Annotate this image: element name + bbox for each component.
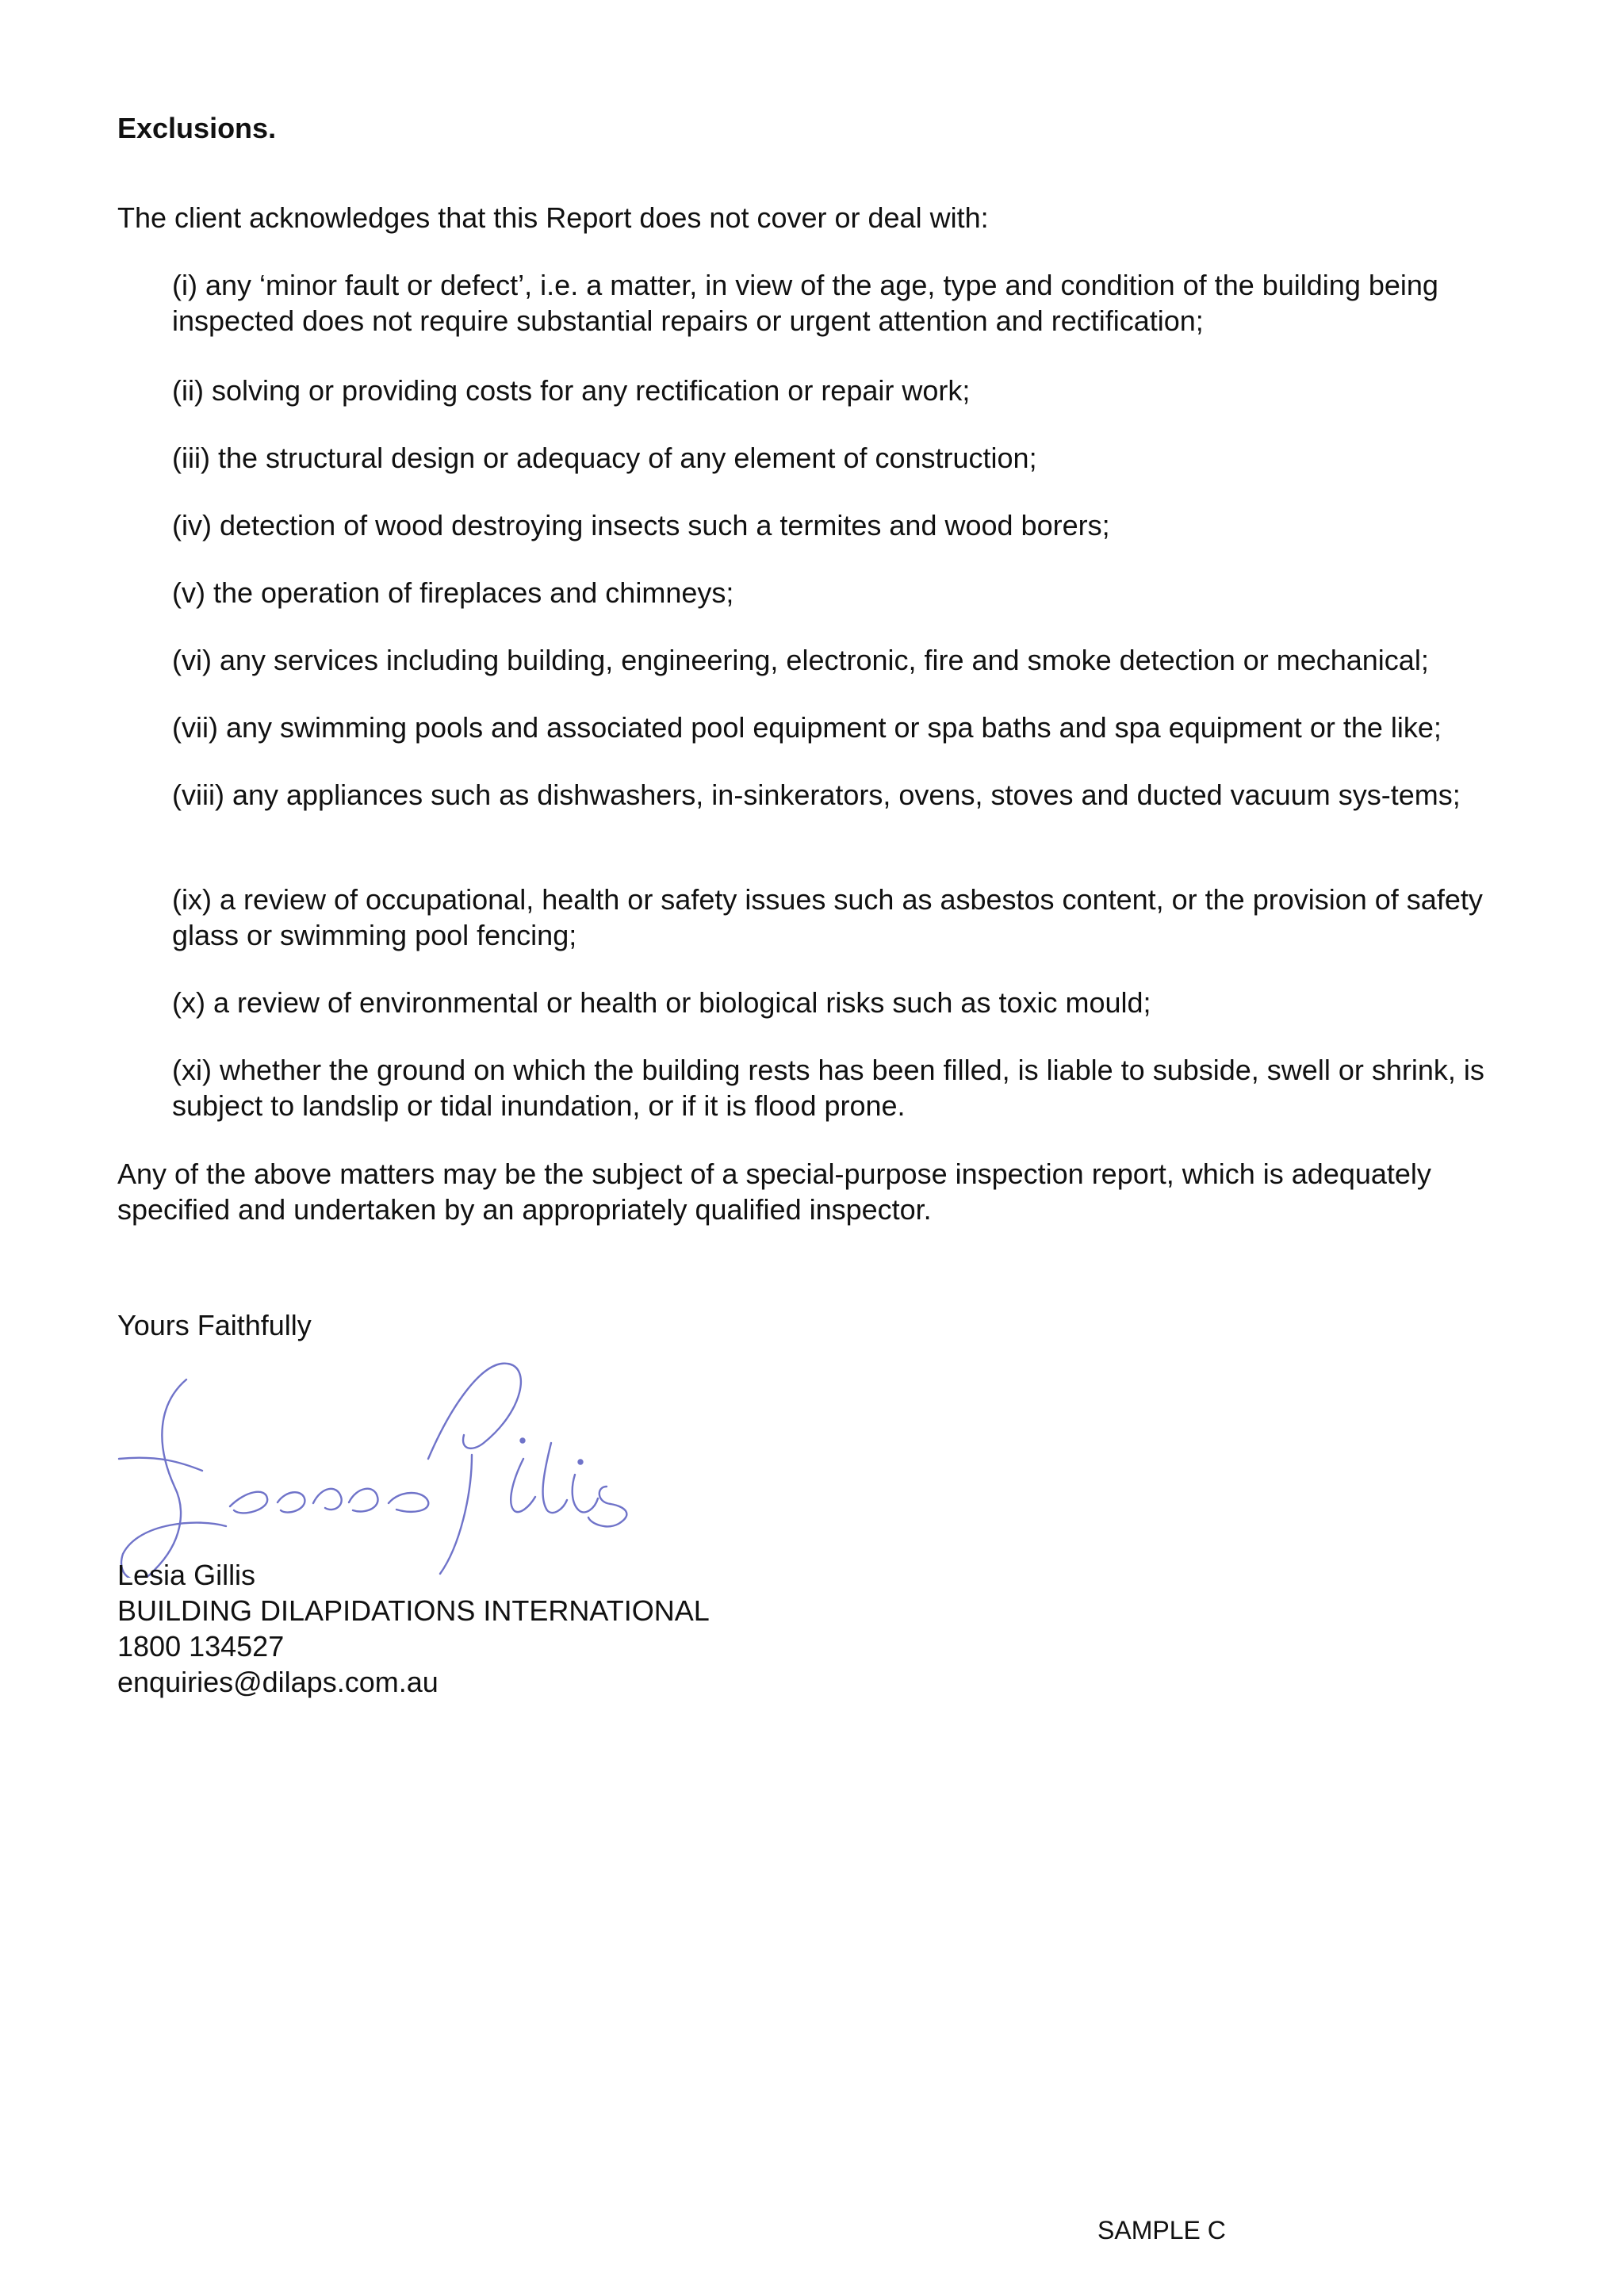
intro-text: The client acknowledges that this Report does not cover or deal with: [117,201,989,234]
exclusion-item-9: (ix) a review of occupational, health or safety issues such as asbestos content, or the provision of safety glass or swimming pool fencing; [172,883,1483,951]
exclusion-item-6: (vi) any services including building, engineering, electronic, fire and smoke detection or mechanical; [172,644,1429,676]
exclusion-item-1: (i) any ‘minor fault or defect’, i.e. a matter, in view of the age, type and condition of the building being inspected does not require substantial repairs or urgent attention and rectification; [172,269,1438,337]
closing-paragraph: Any of the above matters may be the subject of a special-purpose inspection report, which is adequately specified and undertaken by an appropriately qualified inspector. [117,1158,1431,1226]
footer-sample-label: SAMPLE C [1097,2216,1226,2244]
exclusion-item-11: (xi) whether the ground on which the building rests has been filled, is liable to subside, swell or shrink, is subject to landslip or tidal inundation, or if it is flood prone. [172,1054,1484,1122]
exclusion-item-7: (vii) any swimming pools and associated pool equipment or spa baths and spa equipment or the like; [172,711,1442,744]
exclusion-item-4: (iv) detection of wood destroying insects such a termites and wood borers; [172,509,1110,541]
contact-phone: 1800 134527 [117,1630,285,1663]
exclusion-item-5: (v) the operation of fireplaces and chimneys; [172,576,734,609]
exclusion-item-2: (ii) solving or providing costs for any rectification or repair work; [172,374,971,407]
contact-name: Lesia Gillis [117,1559,256,1591]
section-heading: Exclusions. [117,112,277,144]
handwritten-signature [111,1348,650,1578]
exclusion-item-8: (viii) any appliances such as dishwashers, in-sinkerators, ovens, stoves and ducted vacuum sys-tems; [172,779,1461,811]
signoff-text: Yours Faithfully [117,1309,312,1341]
exclusion-item-3: (iii) the structural design or adequacy of any element of construction; [172,442,1037,474]
contact-company: BUILDING DILAPIDATIONS INTERNATIONAL [117,1594,710,1627]
exclusion-item-10: (x) a review of environmental or health or biological risks such as toxic mould; [172,986,1151,1019]
contact-email: enquiries@dilaps.com.au [117,1666,439,1698]
